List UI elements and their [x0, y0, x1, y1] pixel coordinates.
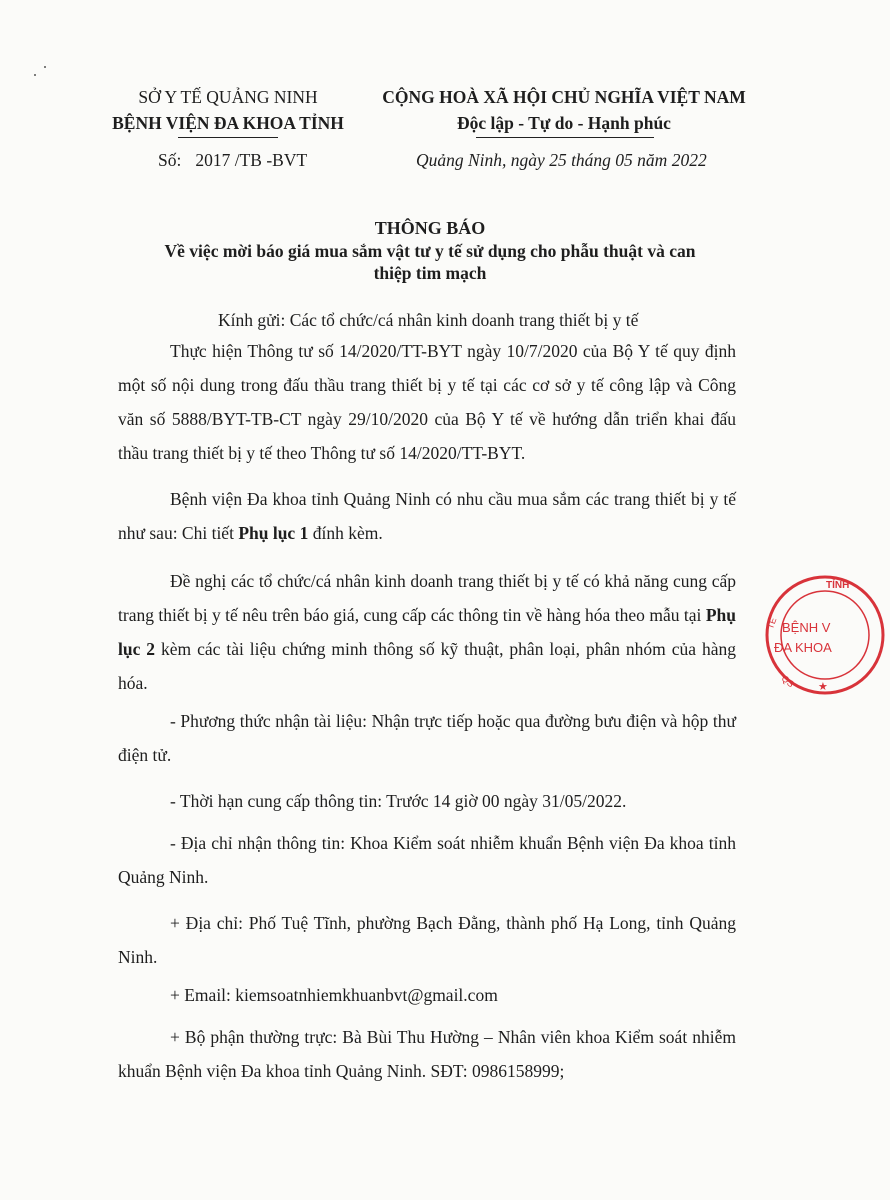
agency-name: SỞ Y TẾ QUẢNG NINH [138, 87, 318, 107]
receive-address: - Địa chỉ nhận thông tin: Khoa Kiểm soát nhiễm khuẩn Bệnh viện Đa khoa tỉnh Quảng Ninh. [118, 833, 736, 887]
seal-star-icon: ★ [818, 680, 828, 693]
street-address: + Địa chỉ: Phố Tuệ Tĩnh, phường Bạch Đằng, thành phố Hạ Long, tỉnh Quảng Ninh. [118, 913, 736, 967]
p3-text: Đề nghị các tổ chức/cá nhân kinh doanh trang thiết bị y tế có khả năng cung cấp trang thiết bị y tế nêu trên báo giá, cung cấp các thông tin về hàng hóa theo mẫu tại [118, 571, 736, 625]
issuer-block [108, 84, 348, 136]
issuer-underline [178, 137, 278, 138]
seal-top-text: TỈNH [826, 580, 850, 591]
recipient-line: Kính gửi: Các tổ chức/cá nhân kinh doanh trang thiết bị y tế [218, 310, 639, 330]
appendix-1-ref: Phụ lục 1 [238, 523, 309, 543]
motto: Độc lập - Tự do - Hạnh phúc [457, 113, 671, 133]
hospital-seal [760, 570, 890, 700]
subtitle-line-2: thiệp tim mạch [373, 263, 487, 283]
motto-underline [476, 137, 654, 138]
paragraph-procurement [118, 482, 736, 550]
doc-no-value: 2017 /TB -BVT [195, 150, 308, 170]
p3-text-end: kèm các tài liệu chứng minh thông số kỹ thuật, phân loại, phân nhóm của hàng hóa. [118, 639, 736, 693]
document-date: Quảng Ninh, ngày 25 tháng 05 năm 2022 [416, 150, 707, 170]
national-header [364, 84, 764, 136]
contact-person: + Bộ phận thường trực: Bà Bùi Thu Hường – Nhân viên khoa Kiểm soát nhiễm khuẩn Bệnh viện Đa khoa tỉnh Quảng Ninh. SĐT: 0986158999; [118, 1027, 736, 1081]
seal-line-1: BỆNH V [782, 620, 831, 635]
seal-line-2: ĐA KHOA [774, 640, 832, 655]
document-subtitle [120, 240, 740, 284]
seal-bottom-text: QS [779, 673, 797, 690]
document-title: THÔNG BÁO [374, 218, 486, 238]
p2-text: Bệnh viện Đa khoa tỉnh Quảng Ninh có nhu cầu mua sắm các trang thiết bị y tế như sau: Chi tiết [118, 489, 736, 543]
p2-text-end: đính kèm. [308, 523, 383, 543]
deadline: - Thời hạn cung cấp thông tin: Trước 14 giờ 00 ngày 31/05/2022. [170, 791, 627, 811]
appendix-2-ref: Phụ lục 2 [118, 605, 736, 659]
country-name: CỘNG HOÀ XÃ HỘI CHỦ NGHĨA VIỆT NAM [382, 87, 746, 107]
paragraph-legal-basis: Thực hiện Thông tư số 14/2020/TT-BYT ngày 10/7/2020 của Bộ Y tế quy định một số nội dung trong đấu thầu trang thiết bị y tế tại các cơ sở y tế công lập và Công văn số 5888/BYT-TB-CT ngày 29/10/2020 của Bộ Y tế về hướng dẫn triển khai đấu thầu trang thiết bị y tế theo Thông tư số 14/2020/TT-BYT. [118, 341, 736, 463]
receive-method: - Phương thức nhận tài liệu: Nhận trực tiếp hoặc qua đường bưu điện và hộp thư điện tử. [118, 711, 736, 765]
subtitle-line-1: Về việc mời báo giá mua sắm vật tư y tế sử dụng cho phẫu thuật và can [164, 241, 696, 261]
seal-side-text: TẾ [765, 616, 779, 631]
email-line: + Email: kiemsoatnhiemkhuanbvt@gmail.com [170, 985, 498, 1005]
doc-no-label: Số: [158, 150, 182, 170]
hospital-name: BỆNH VIỆN ĐA KHOA TỈNH [112, 113, 344, 133]
document-number [158, 150, 307, 171]
paragraph-request [118, 564, 736, 700]
